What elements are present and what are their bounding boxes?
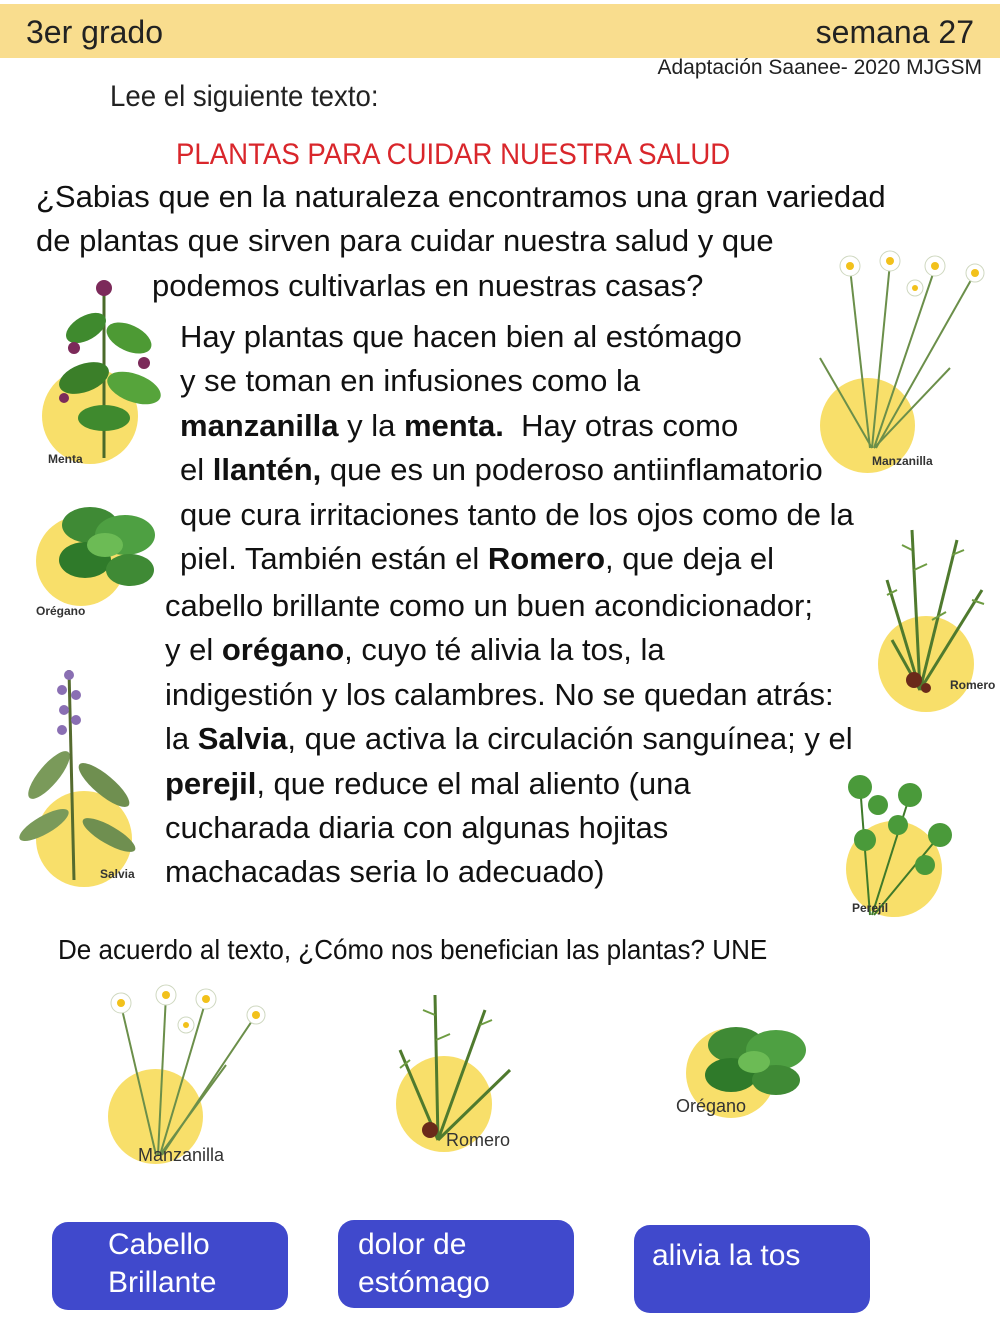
text-span: piel. También están el: [180, 541, 488, 576]
body-line-5: que cura irritaciones tanto de los ojos como de la: [180, 497, 854, 532]
intro-line-2: de plantas que sirven para cuidar nuestra salud y que: [36, 223, 774, 258]
menta-leaves-icon: [34, 268, 184, 468]
plant-label: Perejil: [852, 901, 889, 915]
grade-label: 3er grado: [26, 14, 163, 50]
body-line-4: [180, 448, 823, 493]
plant-label: Salvia: [100, 867, 135, 881]
keyword-oregano: orégano: [221, 632, 345, 667]
answer-button-alivia-tos[interactable]: [634, 1225, 870, 1313]
body-line-3: [180, 404, 738, 449]
text-span: , que deja el: [605, 541, 774, 576]
text-span: , que activa la circulación sanguínea; y el: [287, 721, 853, 756]
keyword-llanten: llantén,: [212, 452, 322, 487]
intro-line-1: ¿Sabias que en la naturaleza encontramos una gran variedad: [36, 179, 886, 214]
matching-question: De acuerdo al texto, ¿Cómo nos benefician las plantas? UNE: [58, 934, 768, 965]
body-line-8: [165, 628, 665, 673]
chamomile-flower-icon: [96, 985, 271, 1167]
text-span: y la: [338, 408, 404, 443]
body-line-10: [165, 717, 853, 762]
text-span: , cuyo té alivia la tos, la: [344, 632, 665, 667]
keyword-romero: Romero: [487, 541, 606, 576]
answer-label: alivia la tos: [652, 1239, 801, 1272]
oregano-plant-image: [30, 480, 165, 620]
plant-label: Romero: [950, 678, 996, 692]
match-item-oregano[interactable]: [676, 1010, 816, 1125]
keyword-menta: menta.: [403, 408, 504, 443]
text-span: el: [180, 452, 213, 487]
parsley-icon: [840, 765, 965, 920]
match-item-romero[interactable]: [390, 990, 540, 1155]
keyword-perejil: perejil: [165, 766, 257, 801]
oregano-leaves-icon: [30, 480, 165, 620]
body-line-1: Hay plantas que hacen bien al estómago: [180, 319, 742, 354]
text-span: la: [165, 721, 198, 756]
body-line-2: y se toman en infusiones como la: [180, 363, 641, 398]
plant-label: Manzanilla: [872, 454, 933, 468]
match-plant-label: Manzanilla: [138, 1145, 225, 1165]
body-line-12: cucharada diaria con algunas hojitas: [165, 810, 669, 845]
text-span: y el: [165, 632, 222, 667]
sage-flower-icon: [14, 665, 159, 890]
text-span: que es un poderoso antiinflamatorio: [321, 452, 823, 487]
answer-button-cabello-brillante[interactable]: [52, 1222, 288, 1310]
header-bar: [0, 4, 1000, 58]
match-item-manzanilla[interactable]: [96, 985, 271, 1167]
salvia-plant-image: [14, 665, 159, 890]
plant-label: Menta: [48, 452, 83, 466]
answer-label: Cabello Brillante: [108, 1228, 217, 1299]
body-line-9: indigestión y los calambres. No se quedan atrás:: [165, 677, 834, 712]
answer-label: dolor de estómago: [358, 1228, 490, 1299]
reading-title: PLANTAS PARA CUIDAR NUESTRA SALUD: [176, 138, 731, 171]
instruction-text: Lee el siguiente texto:: [110, 80, 379, 113]
text-span: , que reduce el mal aliento (una: [256, 766, 691, 801]
body-line-6: [180, 537, 774, 582]
keyword-salvia: Salvia: [197, 721, 288, 756]
manzanilla-plant-image: [800, 248, 995, 473]
adaptation-credit: Adaptación Saanee- 2020 MJGSM: [657, 56, 982, 79]
perejil-plant-image: [840, 765, 965, 920]
plant-label: Orégano: [36, 604, 86, 618]
answer-button-dolor-estomago[interactable]: [338, 1220, 574, 1308]
romero-plant-image: [872, 520, 997, 715]
keyword-manzanilla: manzanilla: [180, 408, 339, 443]
body-line-11: [165, 762, 691, 807]
body-line-7: cabello brillante como un buen acondicionador;: [165, 588, 813, 623]
intro-line-3: podemos cultivarlas en nuestras casas?: [152, 268, 704, 303]
match-plant-label: Orégano: [676, 1096, 747, 1116]
chamomile-flower-icon: [800, 248, 995, 473]
text-span: Hay otras como: [503, 408, 739, 443]
week-label: semana 27: [815, 14, 974, 50]
menta-plant-image: [34, 268, 184, 468]
body-line-13: machacadas seria lo adecuado): [165, 854, 605, 889]
match-plant-label: Romero: [446, 1130, 511, 1150]
